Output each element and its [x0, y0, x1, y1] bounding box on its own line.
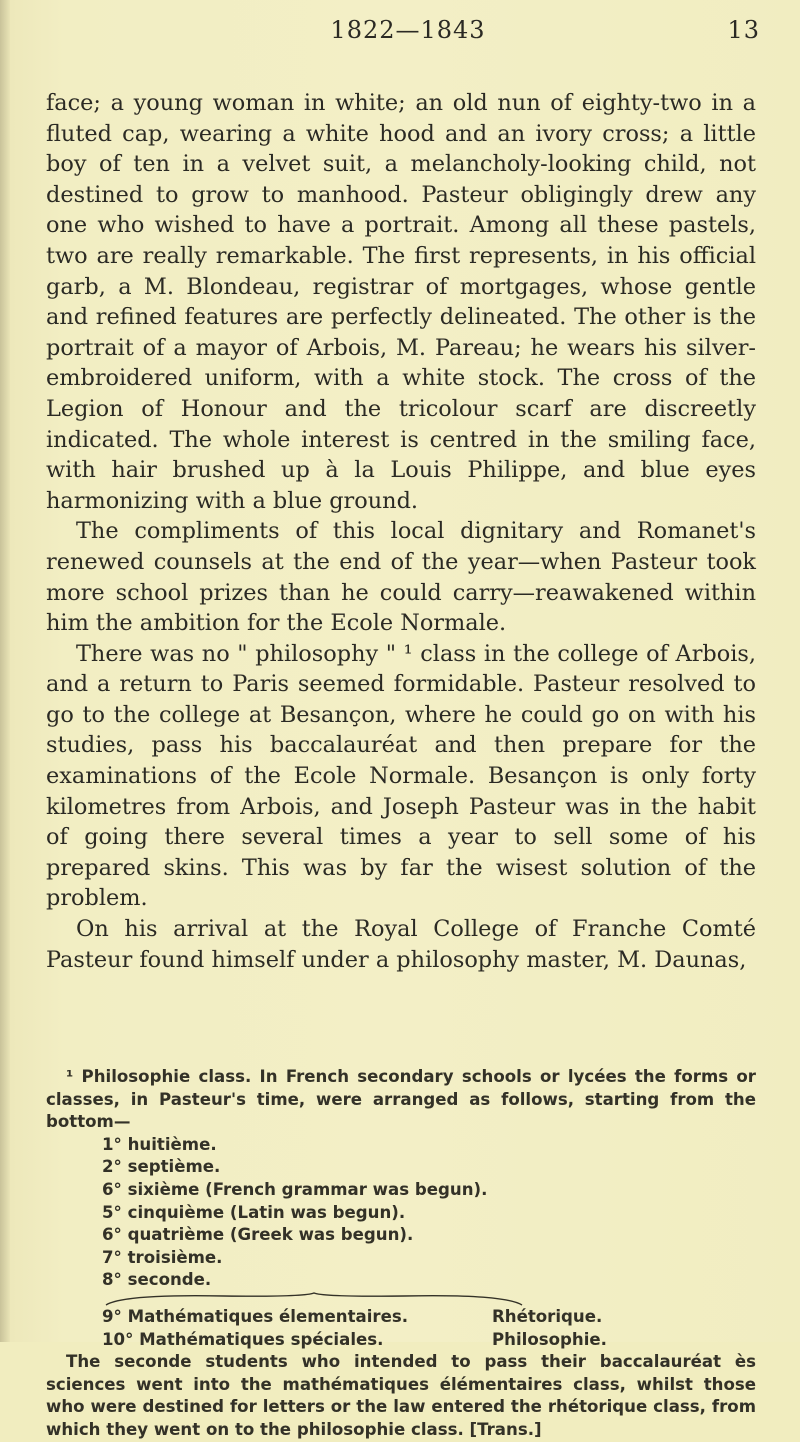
split-brace — [104, 1292, 524, 1306]
footnote — [46, 1066, 756, 1442]
class-list-item: 2° septième. — [102, 1157, 221, 1177]
paragraph-4: On his arrival at the Royal College of Franche Comté Pasteur found himself under a philosophy master, M. Daunas, — [46, 916, 756, 973]
brace-icon — [104, 1292, 524, 1306]
split-row-right: Rhétorique. — [492, 1306, 603, 1326]
paragraph-1: face; a young woman in white; an old nun of eighty-two in a fluted cap, wearing a white hood and an ivory cross; a little boy of ten in a velvet suit, a melancholy-looking child, not destined to grow to manhood. Pasteur obligingly drew any one who wished to have a portrait. Among all these pastels, two are really remarkable. The first represents, in his official garb, a M. Blondeau, registrar of mortgages, whose gentle and refined features are perfectly delineated. The other is the portrait of a mayor of Arbois, M. Pareau; he wears his silver-embroidered uniform, with a white stock. The cross of the Legion of Honour and the tricolour scarf are discreetly indicated. The whole interest is centred in the smiling face, with hair brushed up à la Louis Philippe, and blue eyes harmonizing with a blue ground. — [46, 90, 756, 514]
class-list-item: 6° sixième (French grammar was begun). — [102, 1179, 488, 1199]
class-list — [46, 1134, 756, 1292]
split-row — [46, 1329, 756, 1352]
split-row-right: Philosophie. — [492, 1329, 607, 1349]
page-number: 13 — [727, 16, 760, 44]
running-header — [0, 16, 800, 56]
split-row-left: 10° Mathématiques spéciales. — [102, 1329, 384, 1349]
header-years: 1822—1843 — [330, 16, 486, 44]
paragraph-2: The compliments of this local dignitary and Romanet's renewed counsels at the end of the year—when Pasteur took more school prizes than he could carry—reawakened within him the ambition for the Ecole Normale. — [46, 518, 756, 637]
footnote-outro: The seconde students who intended to pass their baccalauréat ès sciences went into the mathématiques élémentaires class, whilst those who were destined for letters or the law entered the rhétorique class, from which they went on to the philosophie class. [Trans.] — [46, 1352, 756, 1439]
page-spine-shadow — [0, 0, 10, 1342]
class-list-item: 5° cinquième (Latin was begun). — [102, 1202, 406, 1222]
split-row — [46, 1306, 756, 1329]
class-list-item: 1° huitième. — [102, 1134, 217, 1154]
class-list-item: 6° quatrième (Greek was begun). — [102, 1225, 414, 1245]
footnote-intro: ¹ Philosophie class. In French secondary schools or lycées the forms or classes, in Pasteur's time, were arranged as follows, starting from the bottom— — [46, 1067, 756, 1132]
main-text — [46, 88, 756, 975]
paragraph-3: There was no " philosophy " ¹ class in the college of Arbois, and a return to Paris seemed formidable. Pasteur resolved to go to the college at Besançon, where he could go on with his studies, pass his baccalauréat and then prepare for the examinations of the Ecole Normale. Besançon is only forty kilometres from Arbois, and Joseph Pasteur was in the habit of going there several times a year to sell some of his prepared skins. This was by far the wisest solution of the problem. — [46, 640, 756, 912]
class-list-item: 8° seconde. — [102, 1270, 212, 1290]
split-class-list — [46, 1306, 756, 1351]
class-list-item: 7° troisième. — [102, 1247, 223, 1267]
split-row-left: 9° Mathématiques élementaires. — [102, 1306, 409, 1326]
